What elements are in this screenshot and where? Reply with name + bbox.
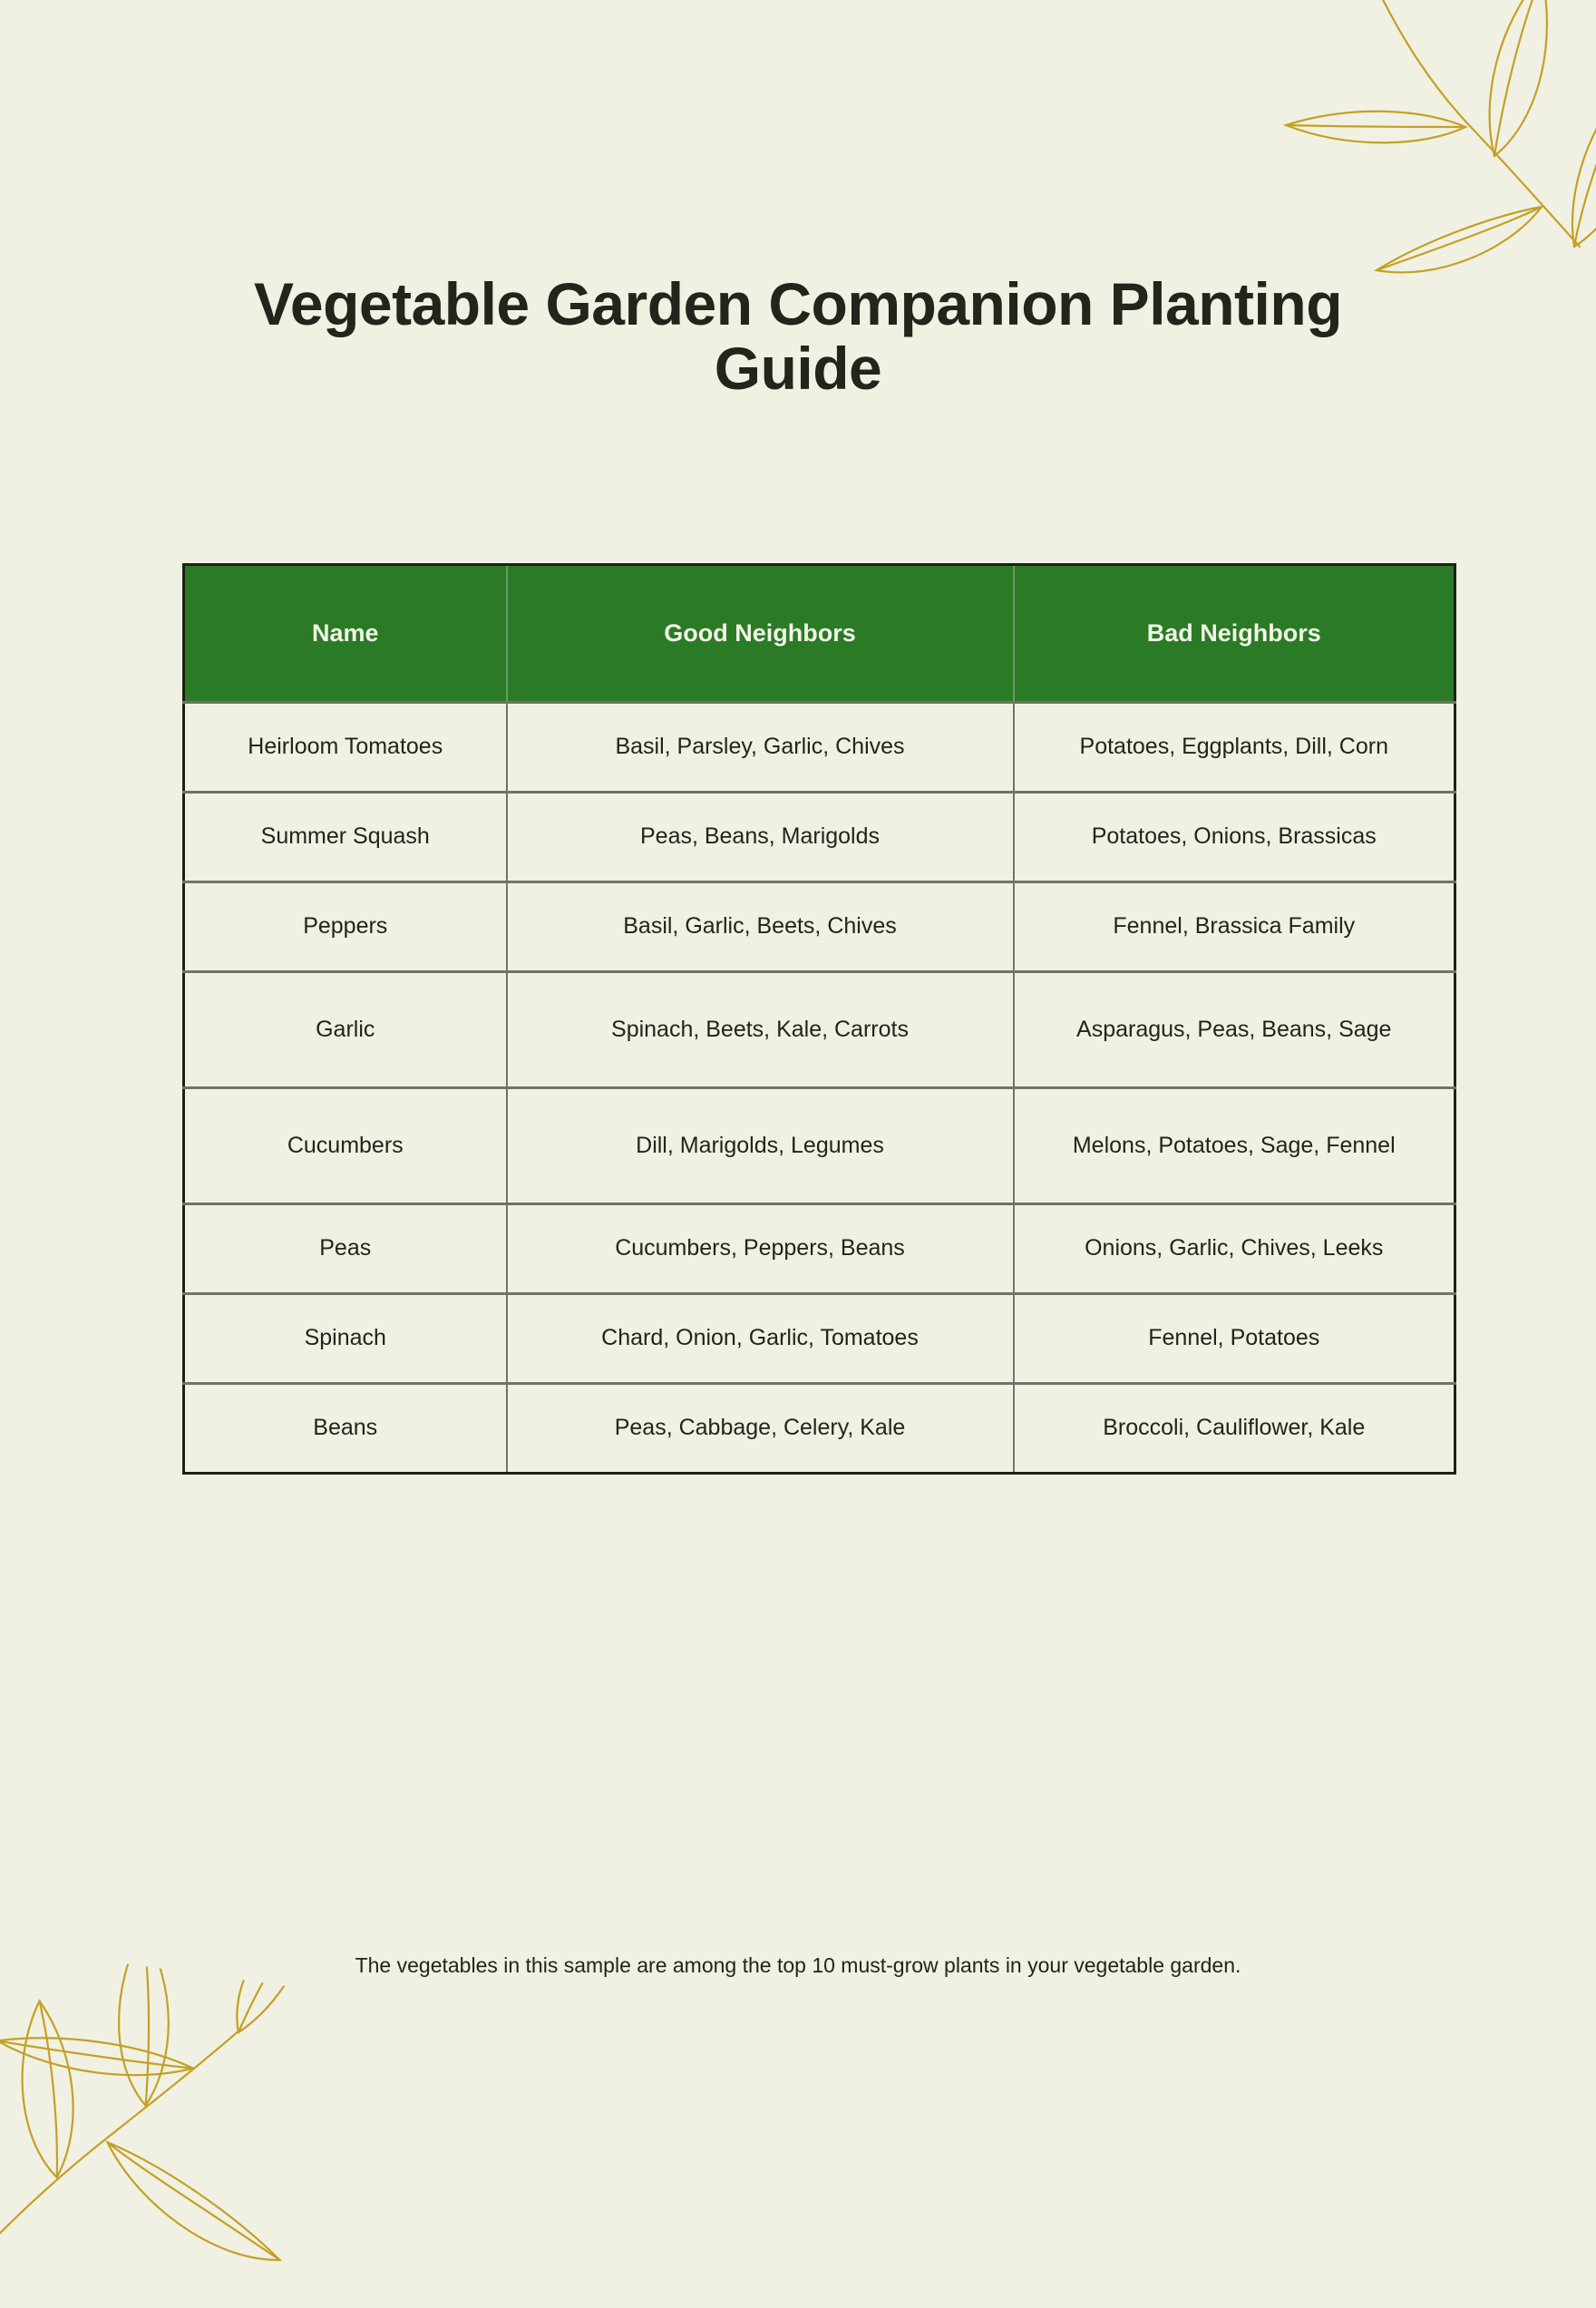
cell-good-neighbors: Basil, Parsley, Garlic, Chives [507, 703, 1014, 793]
table-row [184, 1088, 1455, 1204]
column-header-name: Name [184, 565, 507, 703]
cell-name: Garlic [184, 972, 507, 1088]
cell-bad-neighbors: Broccoli, Cauliflower, Kale [1014, 1384, 1455, 1474]
cell-name: Heirloom Tomatoes [184, 703, 507, 793]
table-row [184, 793, 1455, 882]
cell-good-neighbors: Basil, Garlic, Beets, Chives [507, 882, 1014, 972]
footnote-text: The vegetables in this sample are among the top 10 must-grow plants in your vegetable garden. [355, 1953, 1241, 1977]
cell-name: Cucumbers [184, 1088, 507, 1204]
column-header-good-neighbors: Good Neighbors [507, 565, 1014, 703]
cell-good-neighbors: Chard, Onion, Garlic, Tomatoes [507, 1294, 1014, 1384]
leaf-branch-bottom-left-decoration [0, 1944, 374, 2304]
cell-good-neighbors: Peas, Beans, Marigolds [507, 793, 1014, 882]
table-header [184, 565, 1455, 703]
leaf-branch-icon [1242, 0, 1596, 281]
cell-name: Peas [184, 1204, 507, 1294]
leaf-branch-icon [0, 1944, 374, 2304]
companion-planting-table-container [182, 563, 1454, 1475]
cell-name: Summer Squash [184, 793, 507, 882]
cell-good-neighbors: Peas, Cabbage, Celery, Kale [507, 1384, 1014, 1474]
cell-good-neighbors: Dill, Marigolds, Legumes [507, 1088, 1014, 1204]
cell-bad-neighbors: Asparagus, Peas, Beans, Sage [1014, 972, 1455, 1088]
cell-name: Peppers [184, 882, 507, 972]
cell-bad-neighbors: Fennel, Potatoes [1014, 1294, 1455, 1384]
page-title: Vegetable Garden Companion Planting Guide [253, 270, 1343, 403]
cell-good-neighbors: Spinach, Beets, Kale, Carrots [507, 972, 1014, 1088]
cell-name: Beans [184, 1384, 507, 1474]
table-row [184, 1204, 1455, 1294]
cell-good-neighbors: Cucumbers, Peppers, Beans [507, 1204, 1014, 1294]
table-row [184, 1384, 1455, 1474]
table-row [184, 972, 1455, 1088]
table-row [184, 882, 1455, 972]
cell-bad-neighbors: Melons, Potatoes, Sage, Fennel [1014, 1088, 1455, 1204]
table-header-row [184, 565, 1455, 703]
cell-name: Spinach [184, 1294, 507, 1384]
table-body [184, 703, 1455, 1474]
companion-planting-table [182, 563, 1456, 1475]
leaf-branch-top-right-decoration [1242, 0, 1596, 281]
table-row [184, 1294, 1455, 1384]
cell-bad-neighbors: Potatoes, Eggplants, Dill, Corn [1014, 703, 1455, 793]
cell-bad-neighbors: Potatoes, Onions, Brassicas [1014, 793, 1455, 882]
column-header-bad-neighbors: Bad Neighbors [1014, 565, 1455, 703]
cell-bad-neighbors: Onions, Garlic, Chives, Leeks [1014, 1204, 1455, 1294]
table-row [184, 703, 1455, 793]
cell-bad-neighbors: Fennel, Brassica Family [1014, 882, 1455, 972]
